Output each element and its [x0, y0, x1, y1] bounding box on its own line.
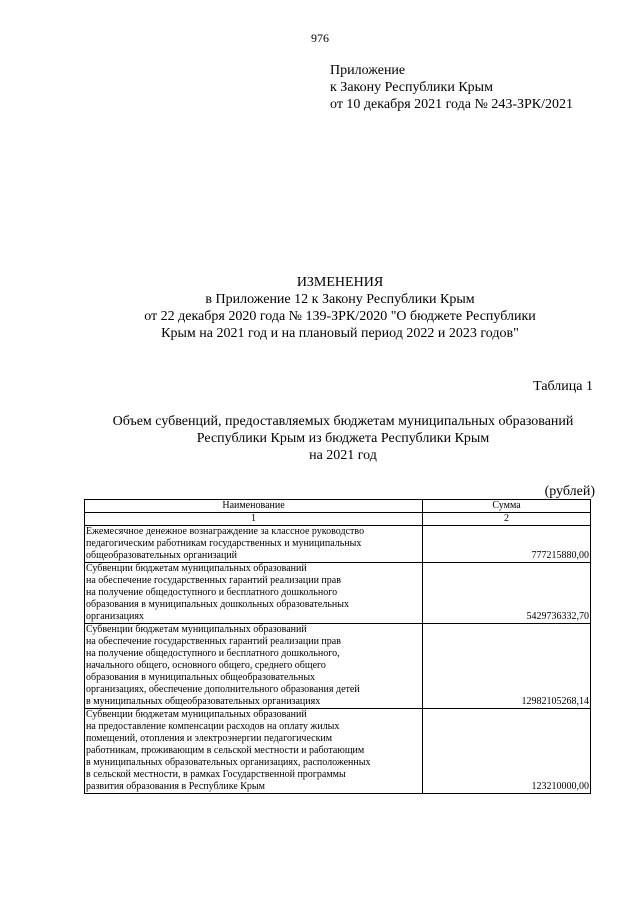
- row-name-line: Субвенции бюджетам муниципальных образований: [86, 563, 307, 574]
- units-label: (рублей): [544, 484, 595, 499]
- row-name: [85, 526, 423, 563]
- table-title-line: Объем субвенций, предоставляемых бюджетам муниципальных образований: [112, 414, 574, 429]
- row-name: [85, 624, 423, 709]
- row-name-line: Субвенции бюджетам муниципальных образований: [86, 709, 307, 720]
- row-name-line: помещений, отопления и электроэнергии педагогическим: [86, 733, 333, 744]
- column-number: 2: [423, 513, 591, 526]
- table-title: [0, 413, 640, 464]
- appendix-line: от 10 декабря 2021 года № 243-ЗРК/2021: [330, 97, 574, 112]
- table-label: Таблица 1: [533, 379, 593, 394]
- table-row: [85, 563, 591, 624]
- changes-heading: [0, 274, 640, 342]
- row-name-line: педагогическим работникам государственных и муниципальных: [86, 538, 362, 549]
- changes-line: в Приложение 12 к Закону Республики Крым: [205, 292, 475, 307]
- table-header-row: [85, 500, 591, 513]
- row-name-line: на обеспечение государственных гарантий реализации прав: [86, 636, 341, 647]
- row-name-line: работникам, проживающим в сельской местности и работающим: [86, 745, 365, 756]
- column-number: 1: [85, 513, 423, 526]
- row-name: [85, 709, 423, 794]
- table-title-line: Республики Крым из бюджета Республики Крым: [196, 431, 490, 446]
- changes-line: от 22 декабря 2020 года № 139-ЗРК/2020 "О бюджете Республики: [144, 309, 536, 324]
- appendix-line: к Закону Республики Крым: [330, 80, 493, 95]
- row-name-line: Субвенции бюджетам муниципальных образований: [86, 624, 307, 635]
- row-sum: 12982105268,14: [423, 624, 591, 709]
- row-sum: 5429736332,70: [423, 563, 591, 624]
- row-name-line: на предоставление компенсации расходов на оплату жилых: [86, 721, 340, 732]
- row-name-line: в муниципальных образовательных организациях, расположенных: [86, 757, 371, 768]
- row-name-line: на получение общедоступного и бесплатного дошкольного: [86, 587, 338, 598]
- table-row: [85, 709, 591, 794]
- row-sum: 123210000,00: [423, 709, 591, 794]
- row-sum: 777215880,00: [423, 526, 591, 563]
- changes-title: ИЗМЕНЕНИЯ: [296, 275, 384, 290]
- table-row: [85, 526, 591, 563]
- row-name-line: организациях: [86, 611, 144, 622]
- appendix-line: Приложение: [330, 63, 406, 78]
- row-name-line: организациях, обеспечение дополнительного образования детей: [86, 684, 360, 695]
- table-row: [85, 624, 591, 709]
- row-name-line: в муниципальных общеобразовательных организациях: [86, 696, 321, 707]
- row-name-line: общеобразовательных организаций: [86, 550, 238, 561]
- row-name-line: Ежемесячное денежное вознаграждение за классное руководство: [86, 526, 365, 537]
- row-name-line: на обеспечение государственных гарантий реализации прав: [86, 575, 341, 586]
- row-name-line: на получение общедоступного и бесплатного дошкольного,: [86, 648, 340, 659]
- row-name: [85, 563, 423, 624]
- table-title-line: на 2021 год: [309, 448, 377, 463]
- column-number-row: [85, 513, 591, 526]
- subsidies-table: [84, 499, 591, 794]
- row-name-line: в сельской местности, в рамках Государственной программы: [86, 769, 346, 780]
- header-sum: Сумма: [423, 500, 591, 513]
- appendix-reference: [330, 62, 573, 113]
- row-name-line: развития образования в Республике Крым: [86, 781, 265, 792]
- changes-line: Крым на 2021 год и на плановый период 2022 и 2023 годов": [161, 326, 519, 341]
- row-name-line: образования в муниципальных дошкольных образовательных: [86, 599, 349, 610]
- row-name-line: образования в муниципальных общеобразовательных: [86, 672, 316, 683]
- page-number: 976: [311, 31, 329, 45]
- row-name-line: начального общего, основного общего, среднего общего: [86, 660, 326, 671]
- header-name: Наименование: [85, 500, 423, 513]
